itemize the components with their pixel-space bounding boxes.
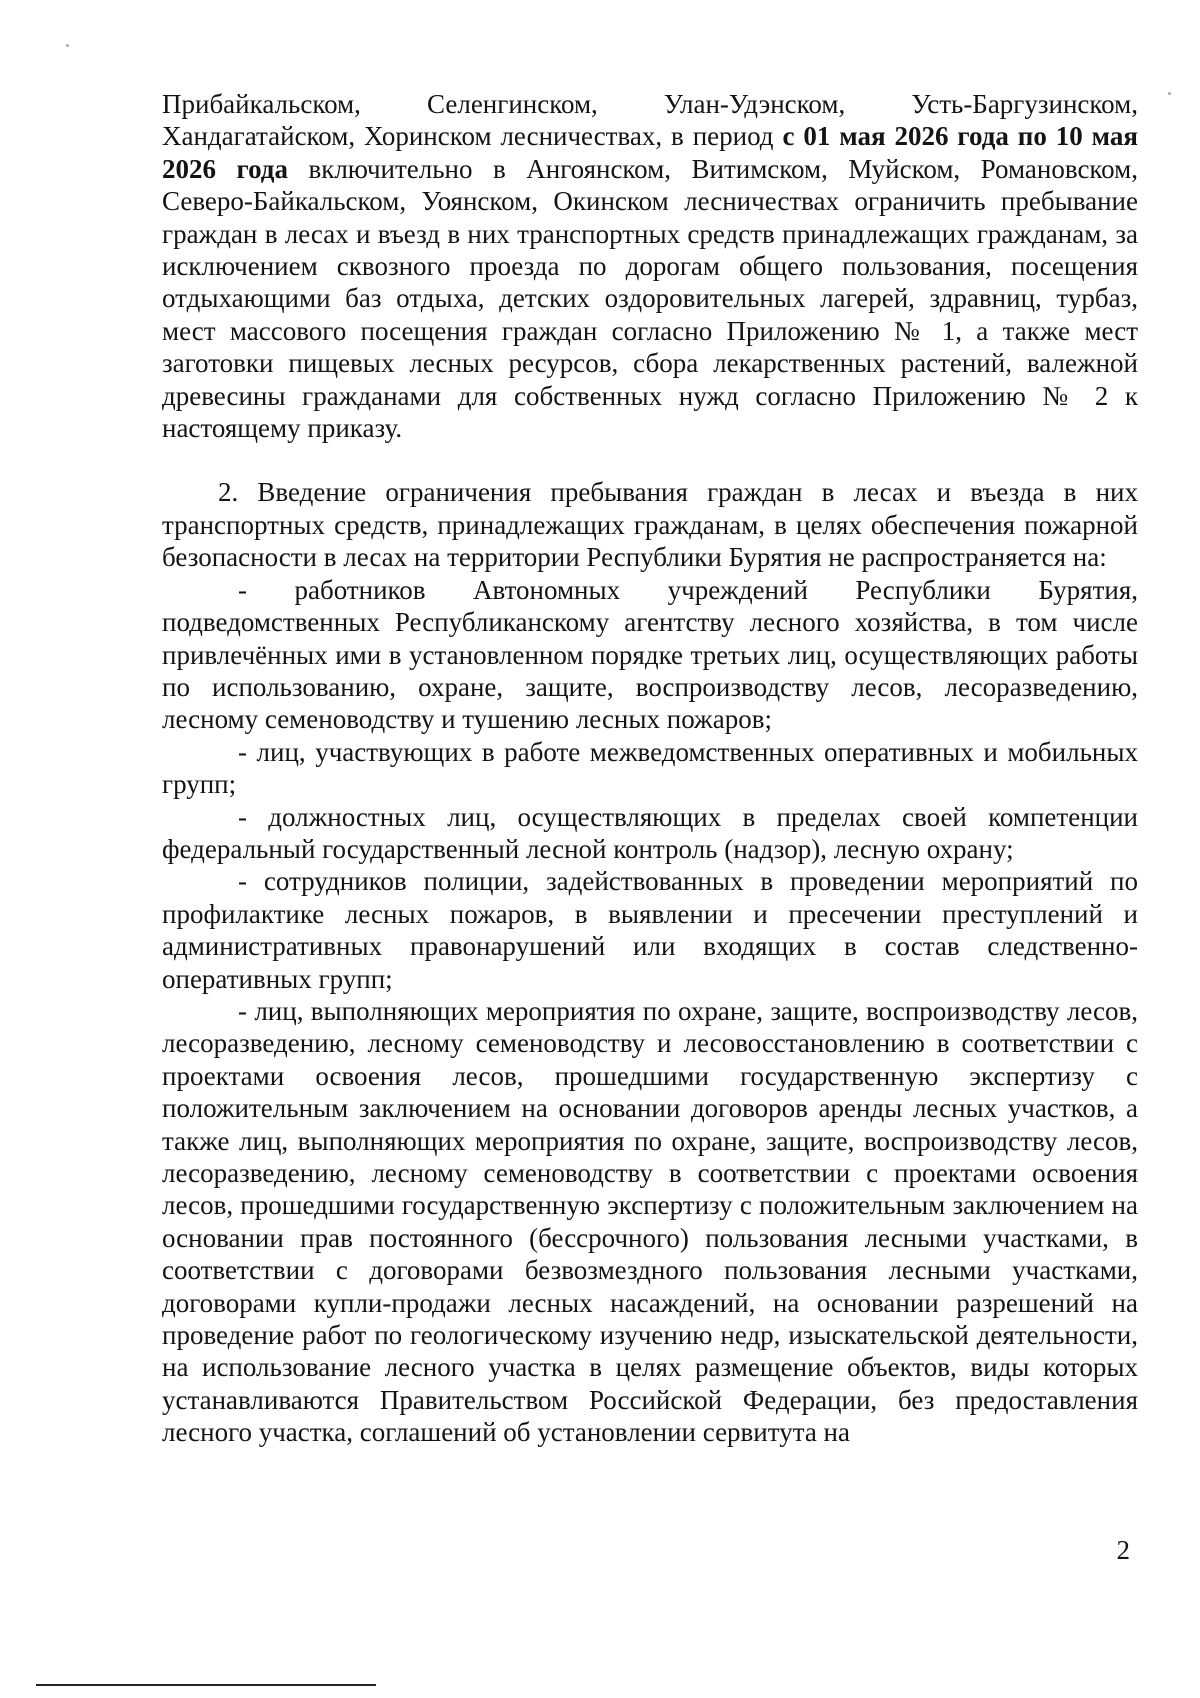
exception-item: - работников Автономных учреждений Республики Бурятия, подведомственных Республиканскому агентству лесного хозяйства, в том числе привлечённых ими в установленном порядке третьих лиц, осуществляющих работы по использованию, охране, защите, воспроизводству лесов, лесоразведению, лесному семеноводству и тушению лесных пожаров; [162, 574, 1138, 735]
document-body [162, 88, 1138, 1449]
intro-paragraph [162, 88, 1138, 444]
exception-item: - лиц, участвующих в работе межведомственных оперативных и мобильных групп; [162, 736, 1138, 800]
exception-item: - должностных лиц, осуществляющих в пределах своей компетенции федеральный государственный лесной контроль (надзор), лесную охрану; [162, 801, 1138, 864]
scan-speck [66, 44, 69, 47]
exception-item: - сотрудников полиции, задействованных в проведении мероприятий по профилактике лесных пожаров, в выявлении и пресечении преступлений и административных правонарушений или входящих в состав следственно-оперативных групп; [162, 866, 1138, 994]
section-2-paragraph: 2. Введение ограничения пребывания граждан в лесах и въезда в них транспортных средств, принадлежащих гражданам, в целях обеспечения пожарной безопасности в лесах на территории Республики Бурятия не распространяется на: [162, 477, 1138, 573]
exception-item: - лиц, выполняющих мероприятия по охране, защите, воспроизводству лесов, лесоразведению, лесному семеноводству и лесовосстановлению в соответствии с проектами освоения лесов, прошедшими государственную экспертизу с положительным заключением на основании договоров аренды лесных участков, а также лиц, выполняющих мероприятия по охране, защите, воспроизводству лесов, лесоразведению, лесному семеноводству в соответствии с проектами освоения лесов, прошедшими государственную экспертизу с положительным заключением на основании прав постоянного (бессрочного) пользования лесными участками, в соответствии с договорами безвозмездного пользования лесными участками, договорами купли-продажи лесных насаждений, на основании разрешений на проведение работ по геологическому изучению недр, изыскательской деятельности, на использование лесного участка в целях размещение объектов, виды которых устанавливаются Правительством Российской Федерации, без предоставления лесного участка, соглашений об установлении сервитута на [162, 995, 1138, 1448]
intro-text-part2: включительно в Ангоянском, Витимском, Муйском, Романовском, Северо-Байкальском, Уоянском, Окинском лесничествах ограничить пребывание граждан в лесах и въезд в них транспортных средств принадлежащих гражданам, за исключением сквозного проезда по дорогам общего пользования, посещения отдыхающими баз отдыха, детских оздоровительных лагерей, здравниц, турбаз, мест массового посещения граждан согласно Приложению № 1, а также мест заготовки пищевых лесных ресурсов, сбора лекарственных растений, валежной древесины гражданами для собственных нужд согласно Приложению № 2 к настоящему приказу. [162, 153, 1138, 444]
intro-text-part1: Прибайкальском, Селенгинском, Улан-Удэнском, Усть-Баргузинском, Хандагатайском, Хоринском лесничествах, в период [162, 89, 1138, 152]
footnote-divider [36, 1684, 376, 1686]
scan-speck [1168, 92, 1171, 95]
page-number: 2 [1116, 1535, 1130, 1565]
intro-date-range: с 01 мая 2026 года по 10 мая 2026 года [162, 121, 1138, 184]
